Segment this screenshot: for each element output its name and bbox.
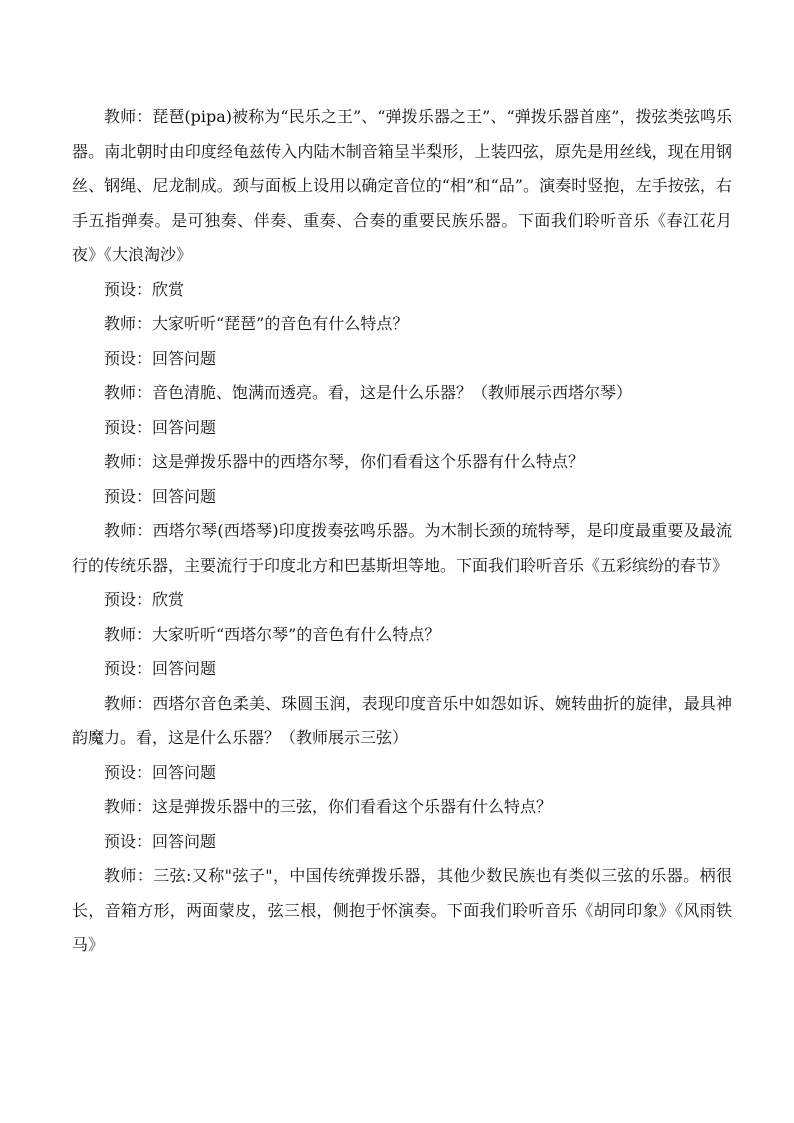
- paragraph-teacher-sitar-question: 教师：这是弹拨乐器中的西塔尔琴，你们看看这个乐器有什么特点？: [104, 452, 585, 471]
- document-body: [72, 100, 732, 963]
- paragraph-preset-answer: 预设：回答问题: [104, 831, 217, 851]
- paragraph-teacher-sanxian-question: 教师：这是弹拨乐器中的三弦，你们看看这个乐器有什么特点？: [104, 797, 553, 816]
- paragraph-teacher-question: 教师：大家听听“西塔尔琴”的音色有什么特点？: [104, 624, 441, 644]
- paragraph-sanxian-intro: 教师：三弦:又称"弦子"，中国传统弹拨乐器，其他少数民族也有类似三弦的乐器。柄很长，音箱方形，两面蒙皮，弦三根，侧抱于怀演奏。下面我们聆听音乐《胡同印象》《风雨铁马》: [72, 866, 732, 954]
- paragraph-teacher-sitar-show: 教师：音色清脆、饱满而透亮。看，这是什么乐器？（教师展示西塔尔琴）: [104, 383, 633, 402]
- paragraph-preset-appreciate: 预设：欣赏: [104, 590, 185, 609]
- paragraph-sitar-intro: 教师：西塔尔琴(西塔琴)印度拨奏弦鸣乐器。为木制长颈的琉特琴，是印度最重要及最流行的传统乐器，主要流行于印度北方和巴基斯坦等地。下面我们聆听音乐《五彩缤纷的春节》: [72, 521, 732, 575]
- paragraph-teacher-question: 教师：大家听听“琵琶”的音色有什么特点？: [104, 314, 409, 333]
- paragraph-preset-answer: 预设：回答问题: [104, 486, 217, 506]
- paragraph-teacher-sanxian-show: 教师：西塔尔音色柔美、珠圆玉润，表现印度音乐中如怨如诉、婉转曲折的旋律，最具神韵魔力。看，这是什么乐器？（教师展示三弦）: [72, 693, 732, 747]
- paragraph-preset-answer: 预设：回答问题: [104, 659, 217, 678]
- paragraph-preset-answer: 预设：回答问题: [104, 417, 217, 437]
- paragraph-preset-answer: 预设：回答问题: [104, 348, 217, 368]
- paragraph-preset-answer: 预设：回答问题: [104, 762, 217, 782]
- paragraph-preset-appreciate: 预设：欣赏: [104, 279, 185, 299]
- paragraph-pipa-intro: 教师：琵琶(pipa)被称为“民乐之王”、“弹拨乐器之王”、“弹拨乐器首座”，拨弦类弦鸣乐器。南北朝时由印度经龟兹传入内陆木制音箱呈半梨形，上装四弦，原先是用丝线，现在用钢丝、钢绳、尼龙制成。颈与面板上设用以确定音位的“相”和“品”。演奏时竖抱，左手按弦，右手五指弹奏。是可独奏、伴奏、重奏、合奏的重要民族乐器。下面我们聆听音乐《春江花月夜》《大浪淘沙》: [72, 107, 732, 264]
